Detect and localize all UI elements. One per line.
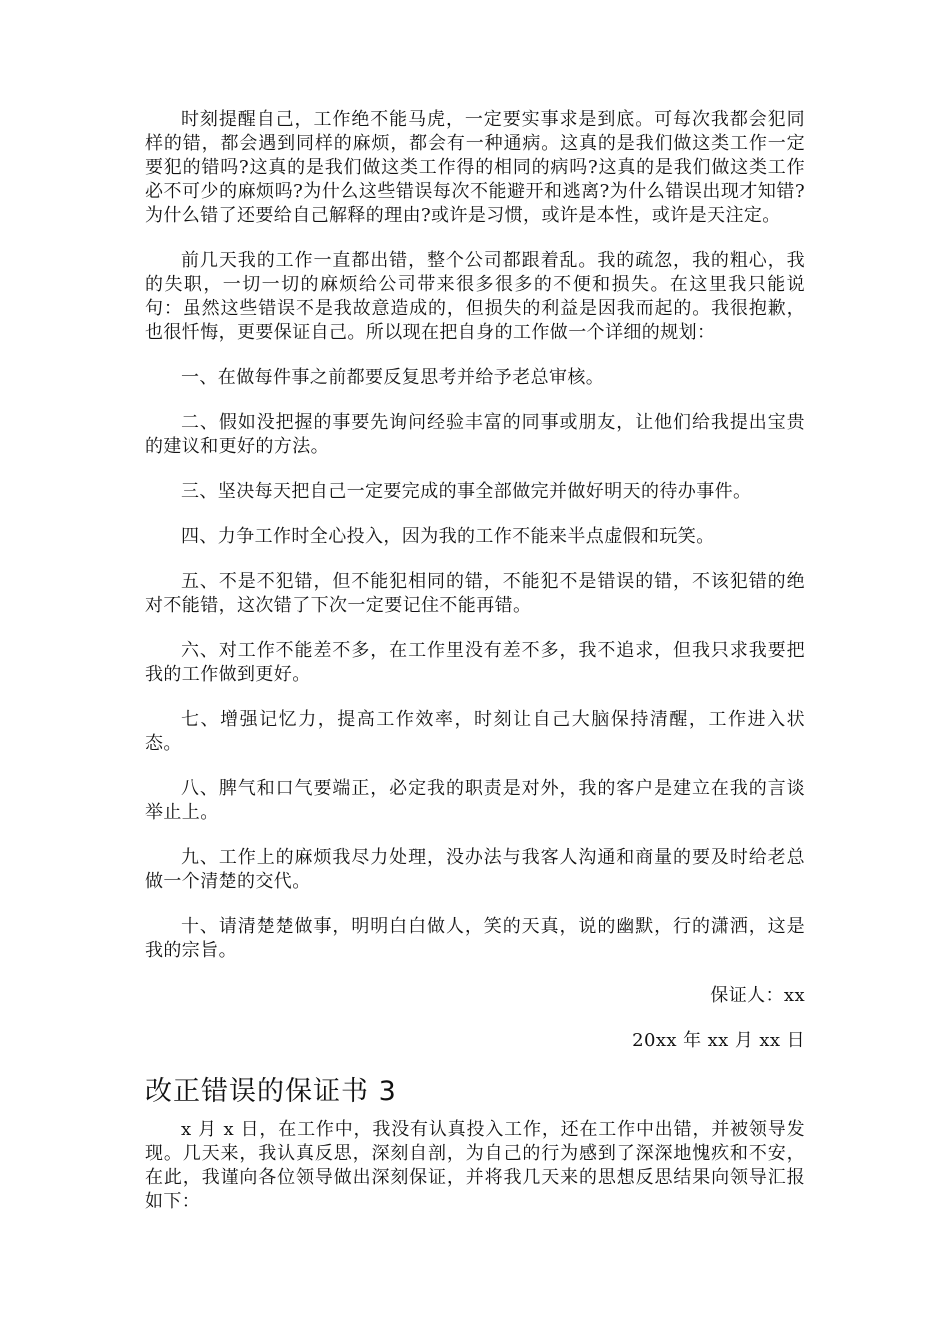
plan-item-8: 八、脾气和口气要端正，必定我的职责是对外，我的客户是建立在我的言谈举止上。 <box>145 778 805 823</box>
plan-item-1: 一、在做每件事之前都要反复思考并给予老总审核。 <box>181 367 605 388</box>
plan-item-4: 四、力争工作时全心投入，因为我的工作不能来半点虚假和玩笑。 <box>181 526 715 547</box>
plan-item-2: 二、假如没把握的事要先询问经验丰富的同事或朋友，让他们给我提出宝贵的建议和更好的方法。 <box>145 412 805 457</box>
plan-item-5: 五、不是不犯错，但不能犯相同的错，不能犯不是错误的错，不该犯错的绝对不能错，这次错了下次一定要记住不能再错。 <box>145 571 805 616</box>
document-page <box>145 108 805 1235</box>
plan-item-3: 三、坚决每天把自己一定要完成的事全部做完并做好明天的待办事件。 <box>181 481 752 502</box>
section-title: 改正错误的保证书 3 <box>145 1076 397 1107</box>
plan-item-6: 六、对工作不能差不多，在工作里没有差不多，我不追求，但我只求我要把我的工作做到更好。 <box>145 640 805 685</box>
paragraph-plan-intro: 前几天我的工作一直都出错，整个公司都跟着乱。我的疏忽，我的粗心，我的失职，一切一切的麻烦给公司带来很多很多的不便和损失。在这里我只能说句：虽然这些错误不是我故意造成的，但损失的利益是因我而起的。我很抱歉，也很忏悔，更要保证自己。所以现在把自身的工作做一个详细的规划： <box>145 250 805 343</box>
date-line: 20xx 年 xx 月 xx 日 <box>632 1030 805 1051</box>
signature-line: 保证人：xx <box>710 985 805 1006</box>
plan-item-9: 九、工作上的麻烦我尽力处理，没办法与我客人沟通和商量的要及时给老总做一个清楚的交代。 <box>145 847 805 892</box>
paragraph-section3-intro: x 月 x 日，在工作中，我没有认真投入工作，还在工作中出错，并被领导发现。几天来，我认真反思，深刻自剖，为自己的行为感到了深深地愧疚和不安，在此，我谨向各位领导做出深刻保证，并将我几天来的思想反思结果向领导汇报如下： <box>145 1119 805 1212</box>
plan-item-10: 十、请清楚楚做事，明明白白做人，笑的天真，说的幽默，行的潇洒，这是我的宗旨。 <box>145 916 805 961</box>
plan-item-7: 七、增强记忆力，提高工作效率，时刻让自己大脑保持清醒，工作进入状态。 <box>145 709 805 754</box>
paragraph-reflection: 时刻提醒自己，工作绝不能马虎，一定要实事求是到底。可每次我都会犯同样的错，都会遇到同样的麻烦，都会有一种通病。这真的是我们做这类工作一定要犯的错吗?这真的是我们做这类工作得的相同的病吗?这真的是我们做这类工作必不可少的麻烦吗?为什么这些错误每次不能避开和逃离?为什么错误出现才知错?为什么错了还要给自己解释的理由?或许是习惯，或许是本性，或许是天注定。 <box>145 109 805 226</box>
